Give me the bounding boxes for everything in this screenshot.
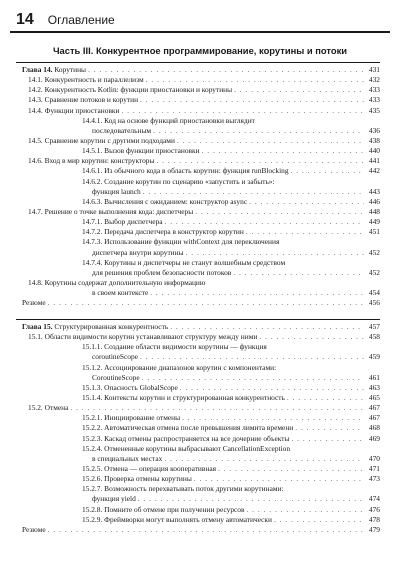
toc-page-number: 478 <box>368 514 380 524</box>
toc-entry[interactable] <box>22 494 380 504</box>
toc-entry[interactable] <box>22 65 380 75</box>
toc-entry-text: 14.7. Решение о точке выполнения кода: диспетчеры <box>28 206 194 216</box>
toc-entry[interactable] <box>22 106 380 116</box>
dot-leader <box>274 515 364 525</box>
toc-entry-title <box>82 258 285 268</box>
toc-entry-title <box>82 474 192 484</box>
dot-leader <box>186 248 364 258</box>
toc-page-number: 467 <box>368 403 380 413</box>
toc-entry[interactable] <box>22 298 380 308</box>
toc-entry-title <box>28 95 138 105</box>
running-header-title: Оглавление <box>47 13 115 27</box>
toc-page-number: 470 <box>368 453 380 463</box>
toc-entry-text: 15.2.9. Фреймворки могут выполнять отмену автоматически <box>82 514 272 524</box>
toc-entry[interactable] <box>22 444 380 454</box>
dot-leader <box>140 95 364 105</box>
dot-leader <box>143 187 364 197</box>
toc-entry[interactable] <box>22 207 380 217</box>
toc-entry-text: 14.1. Конкурентность и параллелизм <box>28 75 144 85</box>
toc-entry-title <box>22 525 46 535</box>
toc-page-number: 474 <box>368 494 380 504</box>
toc-entry-text: 15.1.2. Ассоциирование диапазонов корутин с компонентами: <box>82 362 277 372</box>
toc-entry[interactable] <box>22 288 380 298</box>
dot-leader <box>202 146 364 156</box>
dot-leader <box>164 454 364 464</box>
toc-entry-text: 14.6. Вход в мир корутин: конструкторы <box>28 156 155 166</box>
chapter-label: Глава 15. <box>22 321 53 331</box>
toc-entry-title <box>82 177 275 187</box>
toc-entry-text: CoroutineScope <box>92 372 140 382</box>
toc-entry-title <box>82 434 289 444</box>
toc-entry-text: 14.7.2. Передача диспетчера в конструктор корутин <box>82 227 244 237</box>
toc-entry-text: в специальных местах <box>92 453 163 463</box>
toc-entry-text: 14.6.1. Из обычного кода в область корутин: функция runBlocking <box>82 166 289 176</box>
toc-page-number: 473 <box>368 474 380 484</box>
toc-entry-title <box>82 505 244 515</box>
dot-leader <box>287 393 364 403</box>
toc-entry[interactable] <box>22 474 380 484</box>
toc-entry-title <box>22 298 46 308</box>
toc-entry-text: функция yield <box>92 494 136 504</box>
toc-entry-text: 14.5. Сравнение корутин с другими подходами <box>28 135 175 145</box>
toc-page-number: 432 <box>368 75 380 85</box>
toc-entry-title <box>92 288 148 298</box>
toc-page-number: 454 <box>368 288 380 298</box>
dot-leader <box>246 227 364 237</box>
dot-leader <box>180 383 364 393</box>
toc-chapter-15 <box>22 319 380 535</box>
toc-entry-title <box>28 403 68 413</box>
toc-entry-text: 15.2.1. Инициирование отмены <box>82 413 181 423</box>
toc-entry[interactable] <box>22 85 380 95</box>
toc-entry-title <box>28 332 257 342</box>
toc-entry[interactable] <box>22 258 380 268</box>
toc-entry-text: 15.1.3. Опасность GlobalScope <box>82 382 178 392</box>
toc-page-number: 471 <box>368 463 380 473</box>
toc-entry-title <box>82 237 279 247</box>
toc-page-number: 461 <box>368 372 380 382</box>
toc-entry-text: 14.7.3. Использование функции withContext для переключения <box>82 237 280 247</box>
toc-page-number: 435 <box>368 105 380 115</box>
toc-entry[interactable] <box>22 383 380 393</box>
dot-leader <box>138 494 364 504</box>
dot-leader <box>249 197 364 207</box>
dot-leader <box>291 166 364 176</box>
toc-entry-text: 15.2.8. Помните об отмене при получении ресурсов <box>82 504 245 514</box>
toc-entry-text: 14.4. Функции приостановки <box>28 105 120 115</box>
dot-leader <box>142 373 364 383</box>
toc-entry[interactable] <box>22 116 380 126</box>
dot-leader <box>88 65 364 75</box>
toc-entry-title <box>22 65 86 75</box>
toc-entry[interactable] <box>22 278 380 288</box>
toc-entry[interactable] <box>22 197 380 207</box>
dot-leader <box>48 298 364 308</box>
toc-entry[interactable] <box>22 217 380 227</box>
toc-entry[interactable] <box>22 146 380 156</box>
toc-page-number: 433 <box>368 85 380 95</box>
toc-entry-text: 15.2.4. Отмененные корутины выбрасывают CancellationException <box>82 443 291 453</box>
toc-entry-text: 14.2. Конкурентность Kotlin: функции приостановки и корутины <box>28 85 233 95</box>
toc-entry[interactable] <box>22 126 380 136</box>
toc-page-number: 431 <box>368 64 380 74</box>
toc-entry-text: Резюме <box>22 524 46 534</box>
dot-leader <box>121 106 364 116</box>
toc-entry-text: Резюме <box>22 298 46 308</box>
toc-entry-text: 15.2. Отмена <box>28 403 69 413</box>
toc-page-number: 442 <box>368 166 380 176</box>
toc-entry-title <box>22 322 168 332</box>
toc-entry-text: 15.2.3. Каскад отмены распространяется на все дочерние объекты <box>82 433 290 443</box>
toc-entry[interactable] <box>22 403 380 413</box>
toc-entry-text: 14.7.4. Корутины и диспетчеры не станут волшебным средством <box>82 257 286 267</box>
toc-entry-text: 14.3. Сравнение потоков и корутин <box>28 95 139 105</box>
toc-page-number: 479 <box>368 524 380 534</box>
toc-entry-text: 14.8. Корутины содержат дополнительную информацию <box>28 277 206 287</box>
toc-entry-title <box>82 383 178 393</box>
toc-page-number: 469 <box>368 433 380 443</box>
dot-leader <box>291 434 364 444</box>
toc-chapter-14 <box>22 62 380 308</box>
dot-leader <box>234 85 364 95</box>
page-header <box>16 9 384 31</box>
dot-leader <box>233 268 364 278</box>
toc-page-number: 467 <box>368 413 380 423</box>
toc-page-number: 436 <box>368 125 380 135</box>
toc-entry-title <box>92 352 138 362</box>
toc-entry[interactable] <box>22 156 380 166</box>
toc-entry-text: 14.6.3. Вычисления с ожиданием: конструктор async <box>82 196 248 206</box>
toc-entry[interactable] <box>22 332 380 342</box>
dot-leader <box>295 423 364 433</box>
toc-entry[interactable] <box>22 525 380 535</box>
toc-entry-title <box>82 444 290 454</box>
toc-entry-title <box>82 363 276 373</box>
toc-entry[interactable] <box>22 484 380 494</box>
toc-page-number: 458 <box>368 332 380 342</box>
toc-entry-text: 15.2.5. Отмена — операция кооперативная <box>82 463 217 473</box>
toc-page-number: 449 <box>368 217 380 227</box>
toc-entry-title <box>92 454 162 464</box>
toc-entry-text: последовательным <box>92 125 152 135</box>
toc-entry[interactable] <box>22 363 380 373</box>
toc-entry-title <box>82 227 244 237</box>
toc-entry-title <box>92 268 231 278</box>
toc-entry-title <box>28 278 205 288</box>
toc-page-number: 452 <box>368 267 380 277</box>
dot-leader <box>140 352 364 362</box>
toc-entry-title <box>82 166 289 176</box>
toc-entry-title <box>82 116 255 126</box>
dot-leader <box>194 474 364 484</box>
dot-leader <box>246 505 364 515</box>
toc-page-number: 433 <box>368 95 380 105</box>
chapter-label: Глава 14. <box>22 64 53 74</box>
toc-entry-title <box>82 423 293 433</box>
chapter-top-rule <box>16 62 380 63</box>
toc-entry[interactable] <box>22 464 380 474</box>
toc-entry-text: диспетчера внутри корутины <box>92 247 184 257</box>
toc-page-number: 451 <box>368 227 380 237</box>
dot-leader <box>177 136 364 146</box>
toc-entry-text: для решения проблем безопасности потоков <box>92 267 232 277</box>
toc-entry[interactable] <box>22 322 380 332</box>
toc-entry[interactable] <box>22 248 380 258</box>
toc-entry-text: Структурированная конкурентность <box>54 321 169 331</box>
toc-entry-text: coroutineScope <box>92 352 138 362</box>
dot-leader <box>48 525 364 535</box>
dot-leader <box>70 403 364 413</box>
toc-page-number: 468 <box>368 423 380 433</box>
toc-page-number: 438 <box>368 135 380 145</box>
dot-leader <box>156 156 364 166</box>
dot-leader <box>259 332 364 342</box>
toc-page-number: 440 <box>368 146 380 156</box>
toc-entry-title <box>92 126 151 136</box>
dot-leader <box>195 207 364 217</box>
toc-entry[interactable] <box>22 75 380 85</box>
toc-entry[interactable] <box>22 227 380 237</box>
toc-entry-text: 15.2.2. Автоматическая отмена после превышения лимита времени <box>82 423 294 433</box>
toc-page-number: 456 <box>368 298 380 308</box>
dot-leader <box>150 288 364 298</box>
toc-entry-text: 14.6.2. Создание корутин по сценарию «запустить и забыть»: <box>82 176 275 186</box>
toc-entry-text: Корутины <box>54 64 86 74</box>
toc-page-number: 441 <box>368 156 380 166</box>
toc-page-number: 448 <box>368 206 380 216</box>
toc-page-number: 452 <box>368 247 380 257</box>
toc-entry-title <box>82 484 284 494</box>
toc-page-number: 476 <box>368 504 380 514</box>
toc-entry-title <box>92 494 136 504</box>
toc-entry-text: 14.7.1. Выбор диспетчера <box>82 217 163 227</box>
dot-leader <box>182 413 364 423</box>
toc-entry-title <box>82 515 272 525</box>
toc-entry-text: в своем контексте <box>92 288 149 298</box>
toc-page-number: 457 <box>368 321 380 331</box>
toc-entry[interactable] <box>22 413 380 423</box>
toc-entry[interactable] <box>22 342 380 352</box>
toc-entry-title <box>28 207 193 217</box>
toc-entry-title <box>82 342 267 352</box>
toc-entry[interactable] <box>22 373 380 383</box>
toc-entry-text: 14.5.1. Вызов функции приостановки <box>82 146 200 156</box>
toc-entry-text: 15.2.7. Возможность перехватывать поток другими корутинами: <box>82 484 284 494</box>
toc-entry[interactable] <box>22 95 380 105</box>
toc-page-number: 459 <box>368 352 380 362</box>
dot-leader <box>218 464 364 474</box>
toc-entry-text: 14.4.1. Код на основе функций приостановки выглядит <box>82 115 255 125</box>
toc-entry[interactable] <box>22 177 380 187</box>
toc-entry-text: 15.2.6. Проверка отмены корутины <box>82 474 192 484</box>
toc-entry[interactable] <box>22 454 380 464</box>
dot-leader <box>170 322 364 332</box>
toc-entry-title <box>28 156 154 166</box>
toc-entry-text: функция launch <box>92 186 141 196</box>
toc-entry-text: 15.1.4. Контексты корутин и структурированная конкурентность <box>82 392 285 402</box>
chapter-top-rule <box>16 319 380 320</box>
toc-entry[interactable] <box>22 268 380 278</box>
toc-entry-title <box>82 217 163 227</box>
toc-entry-title <box>82 464 216 474</box>
toc-page-number: 443 <box>368 186 380 196</box>
toc-entry[interactable] <box>22 166 380 176</box>
toc-entry-title <box>82 197 247 207</box>
toc-entry-title <box>82 146 200 156</box>
toc-entry[interactable] <box>22 434 380 444</box>
toc-entry-title <box>82 413 180 423</box>
toc-entry[interactable] <box>22 515 380 525</box>
toc-entry[interactable] <box>22 423 380 433</box>
toc-entry[interactable] <box>22 505 380 515</box>
dot-leader <box>153 126 364 136</box>
toc-entry-text: 15.1.1. Создание области видимости корутины — функция <box>82 342 267 352</box>
toc-page-number: 463 <box>368 382 380 392</box>
toc-entry[interactable] <box>22 237 380 247</box>
toc-entry-title <box>28 85 232 95</box>
toc-entry-title <box>92 187 141 197</box>
toc-page-number: 446 <box>368 196 380 206</box>
toc-entry[interactable] <box>22 352 380 362</box>
toc-entry-title <box>92 373 140 383</box>
toc-entry-title <box>28 75 144 85</box>
page-number: 14 <box>16 11 34 28</box>
dot-leader <box>165 217 365 227</box>
toc-entry[interactable] <box>22 136 380 146</box>
toc-entry[interactable] <box>22 393 380 403</box>
toc-entry[interactable] <box>22 187 380 197</box>
toc-entry-text: 15.1. Области видимости корутин устанавливают структуру между ними <box>28 332 258 342</box>
toc-entry-title <box>28 136 175 146</box>
header-rule <box>10 31 390 33</box>
toc-entry-title <box>92 248 184 258</box>
part-title: Часть III. Конкурентное программирование, корутины и потоки <box>52 45 348 56</box>
dot-leader <box>146 75 364 85</box>
toc-entry-title <box>82 393 285 403</box>
toc-entry-title <box>28 106 119 116</box>
toc-page-number: 465 <box>368 392 380 402</box>
